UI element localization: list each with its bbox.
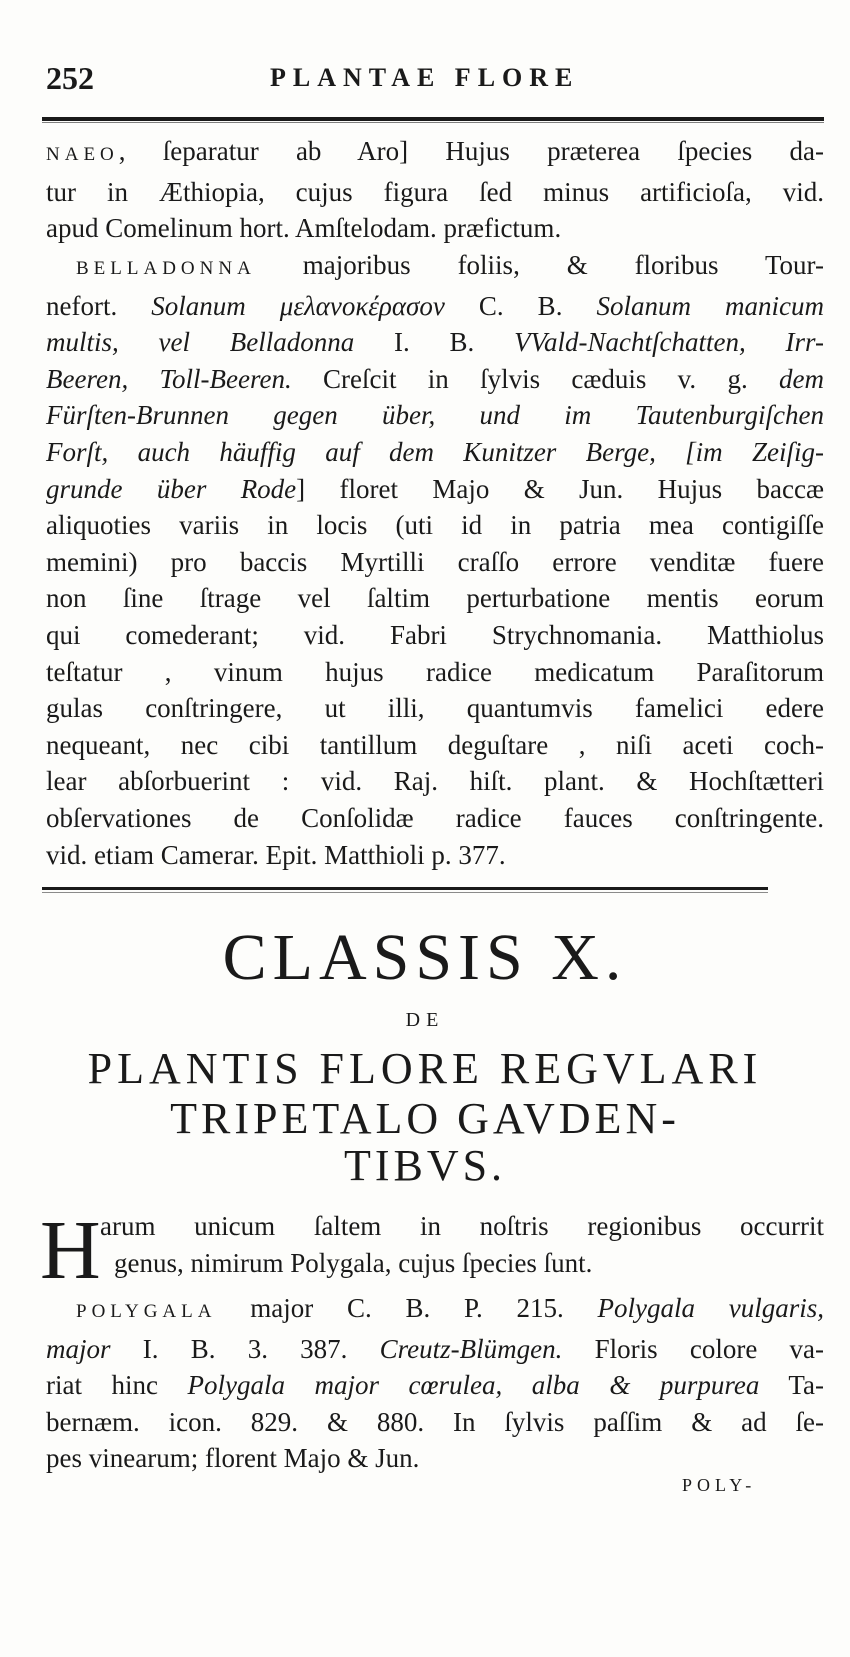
text-line: arum unicum ſaltem in noſtris regionibus occurrit [100,1211,824,1241]
text-line: aliquoties variis in locis (uti id in patria mea contigiſſe [46,510,824,541]
class-heading-line-1: PLANTIS FLORE REGVLARI [87,1044,763,1093]
text-line: major I. B. 3. 387. Creutz-Blümgen. Floris colore va- [46,1333,825,1364]
text-line: bernæm. icon. 829. & 880. In ſylvis paſſim & ad ſe- [46,1406,824,1437]
class-subtitle-de: DE [405,1009,445,1031]
text-line: nefort. Solanum μελανοκέρασον C. B. Solanum manicum [46,290,824,321]
running-title: PLANTAE FLORE [270,63,580,92]
text-line: obſervationes de Conſolidæ radice fauces conſtringente. [46,802,824,833]
catchword: POLY- [682,1475,757,1495]
drop-cap: H [40,1204,101,1297]
paragraph-belladonna [46,247,824,873]
header-rule [42,117,824,121]
class-heading-line-3: TIBVS. [343,1141,507,1190]
section-rule [42,887,768,890]
class-heading-line-2: TRIPETALO GAVDEN- [170,1094,680,1143]
text-line: riat hinc Polygala major cœrulea, alba & purpurea Ta- [46,1370,824,1401]
text-line: memini) pro baccis Myrtilli craſſo errore venditæ fuere [46,546,824,577]
running-head [46,58,826,98]
paragraph-continuation [46,133,824,247]
section-rule-thin [42,892,768,893]
class-title: CLASSIS X. [222,921,628,994]
text-line: qui comederant; vid. Fabri Strychnomania. Matthiolus [46,619,824,650]
text-line: POLYGALA major C. B. P. 215. Polygala vulgaris, [76,1293,824,1323]
text-line: Forſt, auch häuffig auf dem Kunitzer Berge, [im Zeiſig- [46,436,824,467]
small-caps-word: NAEO [46,144,119,165]
text-line: nequeant, nec cibi tantillum deguſtare , niſi aceti coch- [46,729,824,760]
page-number: 252 [46,60,94,96]
small-caps-word: BELLADONNA [76,258,256,279]
text-line: pes vinearum; florent Majo & Jun. [46,1443,420,1474]
text-line: vid. etiam Camerar. Epit. Matthioli p. 377. [46,839,506,870]
intro-paragraph [100,1208,824,1281]
text-line: BELLADONNA majoribus foliis, & floribus Tour- [76,250,824,280]
text-line: non ſine ſtrage vel ſaltim perturbatione mentis eorum [46,583,824,614]
paragraph-polygala [46,1290,824,1477]
text-line: lear abſorbuerint : vid. Raj. hiſt. plant. & Hochſtætteri [46,766,824,797]
text-line: tur in Æthiopia, cujus figura ſed minus artificioſa, vid. [46,176,824,207]
text-line: grunde über Rode] floret Majo & Jun. Hujus baccæ [46,473,824,504]
text-line: Fürſten-Brunnen gegen über, und im Tautenburgiſchen [46,400,824,431]
header-rule-thin [42,122,824,123]
text-line: Beeren, Toll-Beeren. Creſcit in ſylvis cæduis v. g. dem [46,363,825,394]
text-line: NAEO, ſeparatur ab Aro] Hujus præterea ſpecies da- [46,136,824,166]
text-line: multis, vel Belladonna I. B. VVald-Nachtſchatten, Irr- [46,327,824,358]
text-line: teſtatur , vinum hujus radice medicatum Paraſitorum [46,656,824,687]
text-line: apud Comelinum hort. Amſtelodam. præfictum. [46,213,562,244]
text-line: gulas conſtringere, ut illi, quantumvis famelici edere [46,693,824,724]
text-line: genus, nimirum Polygala, cujus ſpecies ſunt. [114,1247,593,1278]
small-caps-word: POLYGALA [76,1301,217,1322]
